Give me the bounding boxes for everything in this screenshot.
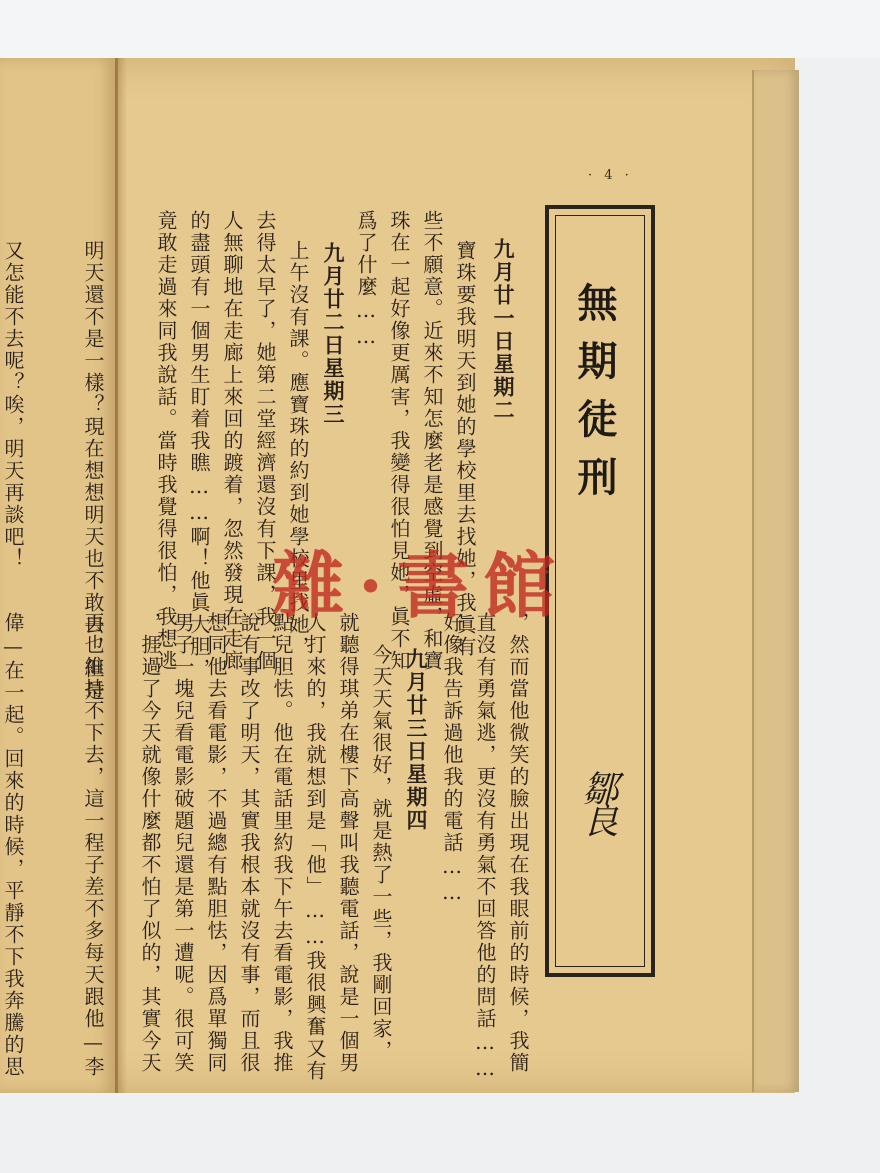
entry-line: 男子一塊兒看電影破題兒還是第一遭呢。很可笑 (171, 612, 195, 1074)
intro-line: 直沒有勇氣逃，更沒有勇氣不回答他的問話…… (473, 612, 497, 1082)
entry-date: 九月廿二日星期三 (321, 242, 346, 426)
binding-fold (115, 58, 127, 1093)
entry-line: ，捱過了今天就像什麼都不怕了似的，其實今天 (138, 612, 162, 1074)
page-edge (752, 70, 799, 1092)
left-page-line: 偉—在一起。回來的時候，平靜不下我奔騰的思 (1, 612, 25, 1078)
scanner-background (0, 0, 880, 58)
entry-line: 人無聊地在走廊上來回的踱着，忽然發現在走廊 (220, 210, 244, 672)
left-page-line: 再也維持不下去，這一程子差不多每天跟他—李 (81, 612, 105, 1078)
entry-line: 竟敢走過來同我說話。當時我覺得很怕，我想逃 (154, 210, 178, 672)
entry-line: 去得太早了，她第二堂經濟還沒有下課，我一個 (253, 210, 277, 672)
entry-line: 人打來的，我就想到是「他」……我很興奮又有 (303, 612, 327, 1082)
left-page-line: 又怎能不去呢？唉，明天再談吧！ (1, 240, 25, 570)
library-watermark: 雜·書館 (272, 543, 570, 628)
entry-line: 珠在一起好像更厲害，我變得很怕見她，眞不知 (387, 210, 411, 672)
entry-line: 點兒胆怯。他在電話里約我下午去看電影，我推 (270, 612, 294, 1074)
author-signature: 鄒良 (577, 770, 618, 834)
entry-line: 說有事改了明天，其實我根本就沒有事，而且很 (237, 612, 261, 1074)
intro-line: ，然而當他微笑的臉出現在我眼前的時候，我簡 (506, 612, 530, 1074)
entry-line: 些不願意。近來不知怎麼老是感覺到空虛，和寶 (420, 210, 444, 672)
entry-line: 就聽得琪弟在樓下高聲叫我聽電話，說是一個男 (336, 612, 360, 1074)
left-page-line: 明天還不是一樣？現在想想明天也不敢去，但是 (81, 240, 105, 702)
entry-line: 寶珠要我明天到她的學校里去找她，我眞有 (453, 240, 477, 658)
entry-date: 九月廿三日星期四 (404, 648, 429, 832)
article-title: 無期徒刑 (571, 282, 617, 514)
entry-line: 想同他去看電影，不過總有點胆怯，因爲單獨同 (204, 612, 228, 1074)
entry-line: 上午沒有課。應寶珠的約到她學校里找她， (286, 240, 310, 658)
entry-line: 的盡頭有一個男生盯着我瞧……啊！他眞大胆， (187, 210, 211, 680)
entry-line: 爲了什麼…… (354, 210, 378, 350)
entry-line: 今天天氣很好，就是熱了一些，我剛回家， (369, 644, 393, 1062)
entry-date: 九月廿一日星期二 (491, 238, 516, 422)
intro-line: 好像我告訴過他我的電話…… (440, 612, 464, 906)
page-number: · 4 · (588, 168, 633, 183)
